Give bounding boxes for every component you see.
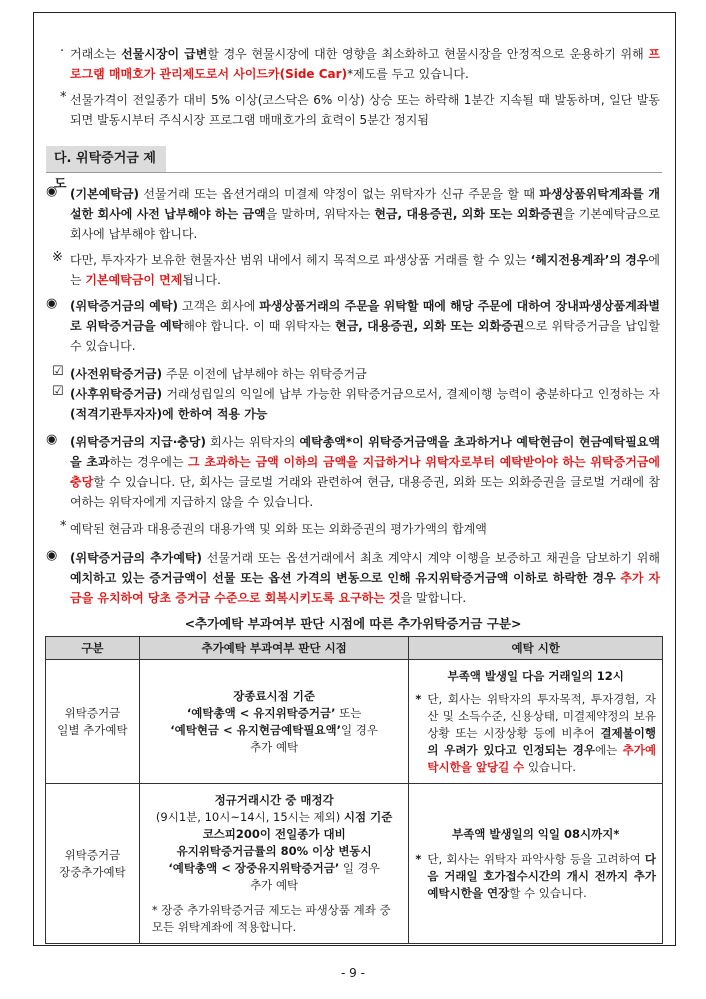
section-divider bbox=[46, 172, 662, 173]
text-run: 또는 bbox=[335, 705, 362, 720]
deadline-text bbox=[427, 691, 656, 776]
text-run: 추가 예탁 bbox=[250, 739, 299, 754]
post-margin-item bbox=[70, 384, 660, 424]
text-run: 단, 회사는 위탁자의 투자목적, 투자경험, 자산 및 소득수준, 신용상태, 미결제약정의 보유상황 또는 시장상황 등에 비추어 bbox=[427, 691, 656, 740]
bold-text: ‘예탁현금 < 유지현금예탁필요액’ bbox=[170, 722, 342, 737]
bold-text: 다음 거래일 호가접수시간의 개시 전까지 추가예탁시한을 연장 bbox=[427, 851, 656, 900]
text-run: *제도를 두고 있습니다. bbox=[347, 67, 469, 81]
deadline-detail bbox=[415, 851, 656, 902]
table-row bbox=[46, 660, 663, 784]
basic-deposit-paragraph bbox=[70, 184, 660, 244]
text-run: 일 경우 bbox=[341, 722, 379, 737]
text-run: (9시1분, 10시~14시, 15시는 제외) bbox=[155, 809, 344, 824]
bold-text: 예치하고 있는 증거금액이 선물 또는 옵션 가격의 변동으로 인해 유지위탁증거금액 이하로 하락한 경우 bbox=[70, 571, 616, 585]
header-category: 구분 bbox=[46, 637, 140, 660]
bold-text: 시점 기준 bbox=[343, 809, 393, 824]
circle-bullet-icon: ◉ bbox=[46, 184, 58, 199]
bold-text: 현금, 대용증권, 외화 또는 외화증권 bbox=[374, 207, 564, 221]
bold-text: ‘예탁총액 < 유지위탁증거금’ bbox=[186, 705, 336, 720]
text-run: 선물거래 또는 옵션거래의 미결제 약정이 없는 위탁자가 신규 주문을 할 때 bbox=[138, 187, 540, 201]
bold-text: (위탁증거금의 추가예탁) bbox=[70, 551, 203, 565]
bold-text: (기본예탁금) bbox=[70, 187, 139, 201]
bold-text: 현금, 대용증권, 외화 또는 외화증권 bbox=[335, 319, 525, 333]
text-run: 일 경우 bbox=[339, 860, 380, 875]
text-run: 을 기본예탁금으로 회사에 납부해야 합니다. bbox=[70, 207, 660, 241]
highlight-text: 그 초과하는 금액 이하의 금액을 지급하거나 위탁자로부터 예탁받아야 하는 위탁증거금에 충당 bbox=[70, 455, 660, 489]
note-marker: * bbox=[60, 90, 67, 105]
text-run: 거래성립일의 익일에 납부 가능한 위탁증거금으로서, 결제이행 능력이 충분하다고 인정하는 자 bbox=[162, 387, 660, 401]
text-run: 할 수 있습니다. bbox=[509, 885, 587, 900]
text-run: 추가 예탁 bbox=[250, 877, 299, 892]
circle-bullet-icon: ◉ bbox=[46, 548, 58, 563]
page-number: - 9 - bbox=[341, 966, 365, 980]
bold-text: ‘예탁총액 < 장중유지위탁증거금’ bbox=[168, 860, 340, 875]
circle-bullet-icon: ◉ bbox=[46, 432, 58, 447]
header-deadline: 예탁 시한 bbox=[409, 637, 663, 660]
margin-deposit-paragraph bbox=[70, 296, 660, 356]
bold-text: 파생상품거래의 주문을 위탁할 때에 해당 주문에 대하여 장내파생상품계좌별로 위탁증거금을 예탁 bbox=[70, 299, 660, 333]
highlight-text: 추가 자금을 유치하여 당초 증거금 수준으로 회복시키도록 요구하는 것 bbox=[70, 571, 660, 605]
deadline-text bbox=[427, 851, 656, 902]
category-line: 위탁증거금 bbox=[64, 705, 121, 720]
bold-text: (사후위탁증거금) bbox=[70, 387, 163, 401]
bold-text: 파생상품위탁계좌를 개설한 회사에 사전 납부해야 하는 금액 bbox=[70, 187, 660, 221]
pre-margin-item bbox=[70, 364, 660, 384]
row-category bbox=[46, 660, 140, 784]
circle-bullet-icon: ◉ bbox=[46, 296, 58, 311]
hedge-account-note bbox=[70, 250, 660, 290]
text-run: 회사는 위탁자의 bbox=[205, 435, 300, 449]
text-run: 주문 이전에 납부해야 하는 위탁증거금 bbox=[162, 367, 367, 381]
highlight-text: 기본예탁금이 면제 bbox=[85, 273, 183, 287]
text-run: 있습니다. bbox=[524, 759, 577, 774]
bold-text: ‘헤지전용계좌’의 경우 bbox=[530, 253, 649, 267]
row-category bbox=[46, 784, 140, 944]
text-run: 고객은 회사에 bbox=[177, 299, 260, 313]
bold-text: (적격기관투자자)에 한하여 적용 가능 bbox=[70, 407, 268, 421]
text-run: 할 경우 현물시장에 대한 영향을 최소화하고 현물시장을 안정적으로 운용하기 위해 bbox=[207, 47, 649, 61]
bold-text: 예탁총액*이 위탁증거금액을 초과하거나 예탁현금이 현금예탁필요액을 초과 bbox=[70, 435, 660, 469]
bold-text: 장종료시점 기준 bbox=[233, 688, 316, 703]
text-run: 됩니다. bbox=[182, 273, 221, 287]
text-run: 으로 위탁증거금을 납입할 수 있습니다. bbox=[70, 319, 660, 353]
deadline-title: 부족액 발생일 다음 거래일의 12시 bbox=[447, 668, 624, 683]
bold-text: (사전위탁증거금) bbox=[70, 367, 163, 381]
sidecar-note: 선물가격이 전일종가 대비 5% 이상(코스닥은 6% 이상) 상승 또는 하락해 1분간 지속될 때 발동하며, 일단 발동되면 발동시부터 주식시장 프로그램 매매호가의 효력이 5분간 정지됨 bbox=[70, 93, 660, 127]
header-judgment-time: 추가예탁 부과여부 판단 시점 bbox=[139, 637, 409, 660]
text-run: 할 수 있습니다. 단, 회사는 글로벌 거래와 관련하여 현금, 대용증권, 외화 또는 외화증권을 글로벌 거래에 참여하는 위탁자에게 지급하지 않을 수 있습니다. bbox=[70, 475, 660, 509]
text-run: 하는 경우에는 bbox=[109, 455, 188, 469]
text-run: 에는 bbox=[70, 253, 660, 287]
category-line: 위탁증거금 bbox=[64, 847, 121, 862]
additional-margin-table bbox=[45, 636, 663, 944]
bold-text: 유지위탁증거금률의 80% 이상 변동시 bbox=[176, 843, 372, 858]
table-caption: <추가예탁 부과여부 판단 시점에 따른 추가위탁증거금 구분> bbox=[184, 616, 522, 631]
note-marker: * bbox=[415, 691, 422, 706]
judgment-note: * 장중 추가위탁증거금 제도는 파생상품 계좌 중 모든 위탁계좌에 적용합니다. bbox=[151, 902, 391, 934]
text-run: 해야 합니다. 이 때 위탁자는 bbox=[183, 319, 336, 333]
checkbox-icon: ☑ bbox=[52, 384, 64, 399]
bold-text: 선물시장이 급변 bbox=[121, 47, 208, 61]
row-deadline bbox=[409, 784, 663, 944]
highlight-text: 프로그램 매매호가 관리제도로서 사이드카(Side Car) bbox=[70, 47, 661, 81]
bold-text: 정규거래시간 중 매정각 bbox=[214, 792, 334, 807]
text-run: 다만, 투자자가 보유한 현물자산 범위 내에서 헤지 목적으로 파생상품 거래를 할 수 있는 bbox=[70, 253, 531, 267]
judgment-text bbox=[146, 792, 403, 894]
note-marker: * bbox=[415, 851, 422, 866]
text-run: 거래소는 bbox=[70, 47, 122, 61]
bold-text: (위탁증거금의 예탁) bbox=[70, 299, 178, 313]
table-header-row bbox=[46, 637, 663, 660]
bold-text: (위탁증거금의 지급·충당) bbox=[70, 435, 206, 449]
category-line: 장중추가예탁 bbox=[59, 864, 126, 879]
row-judgment bbox=[139, 784, 409, 944]
highlight-text: 추가예탁시한을 앞당길 수 bbox=[427, 742, 656, 774]
deadline-title: 부족액 발생일의 익일 08시까지* bbox=[452, 826, 620, 841]
checkbox-icon: ☑ bbox=[52, 364, 64, 379]
reference-mark-icon: ※ bbox=[52, 250, 63, 265]
bold-text: 결제불이행의 우려가 있다고 인정되는 경우 bbox=[427, 725, 656, 757]
category-line: 일별 추가예탁 bbox=[57, 722, 128, 737]
bold-text: 코스피200이 전일종가 대비 bbox=[202, 826, 346, 841]
margin-payment-paragraph bbox=[70, 432, 660, 512]
table-row bbox=[46, 784, 663, 944]
text-run: 에는 bbox=[595, 742, 623, 757]
text-run: 을 말하며, 위탁자는 bbox=[265, 207, 375, 221]
text-run: 을 말합니다. bbox=[400, 591, 467, 605]
bullet-marker: · bbox=[60, 44, 65, 59]
deadline-detail bbox=[415, 691, 656, 776]
row-judgment bbox=[139, 660, 409, 784]
text-run: 선물거래 또는 옵션거래에서 최초 계약시 계약 이행을 보증하고 채권을 담보하기 위해 bbox=[202, 551, 660, 565]
deposit-total-note: 예탁된 현금과 대용증권의 대용가액 및 외화 또는 외화증권의 평가가액의 합계액 bbox=[70, 522, 487, 536]
additional-deposit-paragraph bbox=[70, 548, 660, 608]
row-deadline bbox=[409, 660, 663, 784]
note-marker: * bbox=[60, 519, 67, 534]
sidecar-paragraph bbox=[70, 44, 660, 84]
section-heading: 다. 위탁증거금 제도 bbox=[46, 146, 166, 172]
text-run: 단, 회사는 위탁자 파악사항 등을 고려하여 bbox=[427, 851, 645, 866]
